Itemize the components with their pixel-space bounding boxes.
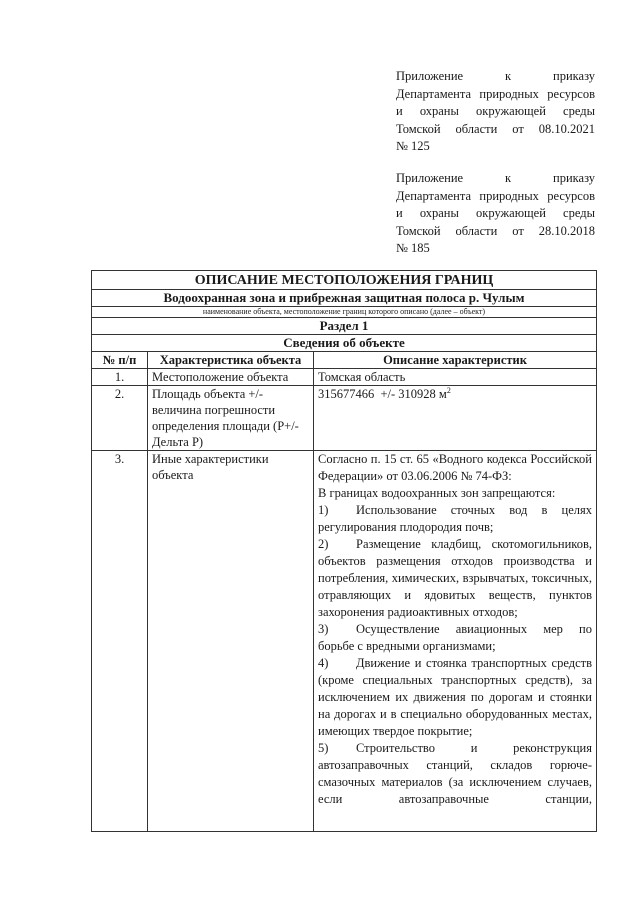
annex-line: Департамента природных ресурсов xyxy=(396,188,595,203)
document-title: ОПИСАНИЕ МЕСТОПОЛОЖЕНИЯ ГРАНИЦ xyxy=(92,271,597,290)
row-number: 1. xyxy=(92,369,148,386)
item-text: Использование сточных вод в целях регулирования плодородия почв; xyxy=(318,503,592,534)
row-description xyxy=(314,386,597,451)
annex-line: и охраны окружающей среды xyxy=(396,206,595,220)
object-caption: наименование объекта, местоположение границ которого описано (далее – объект) xyxy=(92,307,597,318)
prohibition-item xyxy=(318,502,592,536)
annex-line: Приложение к приказу xyxy=(396,69,595,83)
column-header-characteristic: Характеристика объекта xyxy=(148,352,314,369)
area-value: 315677466 +/- 310928 м xyxy=(318,387,447,401)
item-text: Движение и стоянка транспортных средств (кроме специальных транспортных средств), за исключением их движения по дорогам и стоянки на дорогах и в специально оборудованных местах, имеющих твердое покрытие; xyxy=(318,656,592,738)
item-number: 1) xyxy=(318,503,329,517)
item-number: 4) xyxy=(318,656,329,670)
prohibited-heading: В границах водоохранных зон запрещаются: xyxy=(318,486,556,500)
table-header-row xyxy=(92,352,597,369)
row-description: Томская область xyxy=(314,369,597,386)
row-characteristic: Площадь объекта +/- величина погрешности определения площади (Р+/- Дельта Р) xyxy=(148,386,314,451)
prohibition-item xyxy=(318,621,592,655)
object-name: Водоохранная зона и прибрежная защитная полоса р. Чулым xyxy=(92,290,597,307)
row-number: 3. xyxy=(92,451,148,832)
annex-line: Приложение к приказу xyxy=(396,171,595,185)
row-characteristic: Иные характеристики объекта xyxy=(148,451,314,832)
section-title: Раздел 1 xyxy=(92,318,597,335)
annex-note-current xyxy=(396,68,595,156)
item-text: Осуществление авиационных мер по борьбе с вредными организмами; xyxy=(318,622,592,653)
annex-line: № 185 xyxy=(396,241,430,255)
annex-line: Томской области от 08.10.2021 xyxy=(396,121,595,136)
table-row xyxy=(92,451,597,832)
legal-basis-text: Согласно п. 15 ст. 65 «Водного кодекса Российской Федерации» от 03.06.2006 № 74-ФЗ: xyxy=(318,452,592,483)
annex-note-previous xyxy=(396,170,595,258)
annex-line: Томской области от 28.10.2018 xyxy=(396,223,595,238)
prohibition-item xyxy=(318,655,592,740)
item-text: Размещение кладбищ, скотомогильников, объектов размещения отходов производства и потребления, химических, взрывчатых, токсичных, отравляющих и ядовитых веществ, пунктов захоронения радиоактивных отходов; xyxy=(318,537,592,619)
area-unit-superscript: 2 xyxy=(446,385,451,395)
prohibition-item xyxy=(318,740,592,808)
section-subtitle: Сведения об объекте xyxy=(92,335,597,352)
row-number: 2. xyxy=(92,386,148,451)
table-row xyxy=(92,369,597,386)
prohibition-item xyxy=(318,536,592,621)
column-header-description: Описание характеристик xyxy=(314,352,597,369)
column-header-num: № п/п xyxy=(92,352,148,369)
annex-line: Департамента природных ресурсов xyxy=(396,86,595,101)
item-number: 5) xyxy=(318,741,329,755)
table-row xyxy=(92,386,597,451)
boundary-description-table xyxy=(91,270,597,832)
row-characteristic: Местоположение объекта xyxy=(148,369,314,386)
item-number: 3) xyxy=(318,622,329,636)
other-characteristics-description xyxy=(314,451,597,832)
item-number: 2) xyxy=(318,537,329,551)
annex-line: № 125 xyxy=(396,139,430,153)
item-text: Строительство и реконструкция автозаправочных станций, складов горюче-смазочных материалов (за исключением случаев, если автозаправочные станции, xyxy=(318,741,592,806)
annex-line: и охраны окружающей среды xyxy=(396,104,595,118)
